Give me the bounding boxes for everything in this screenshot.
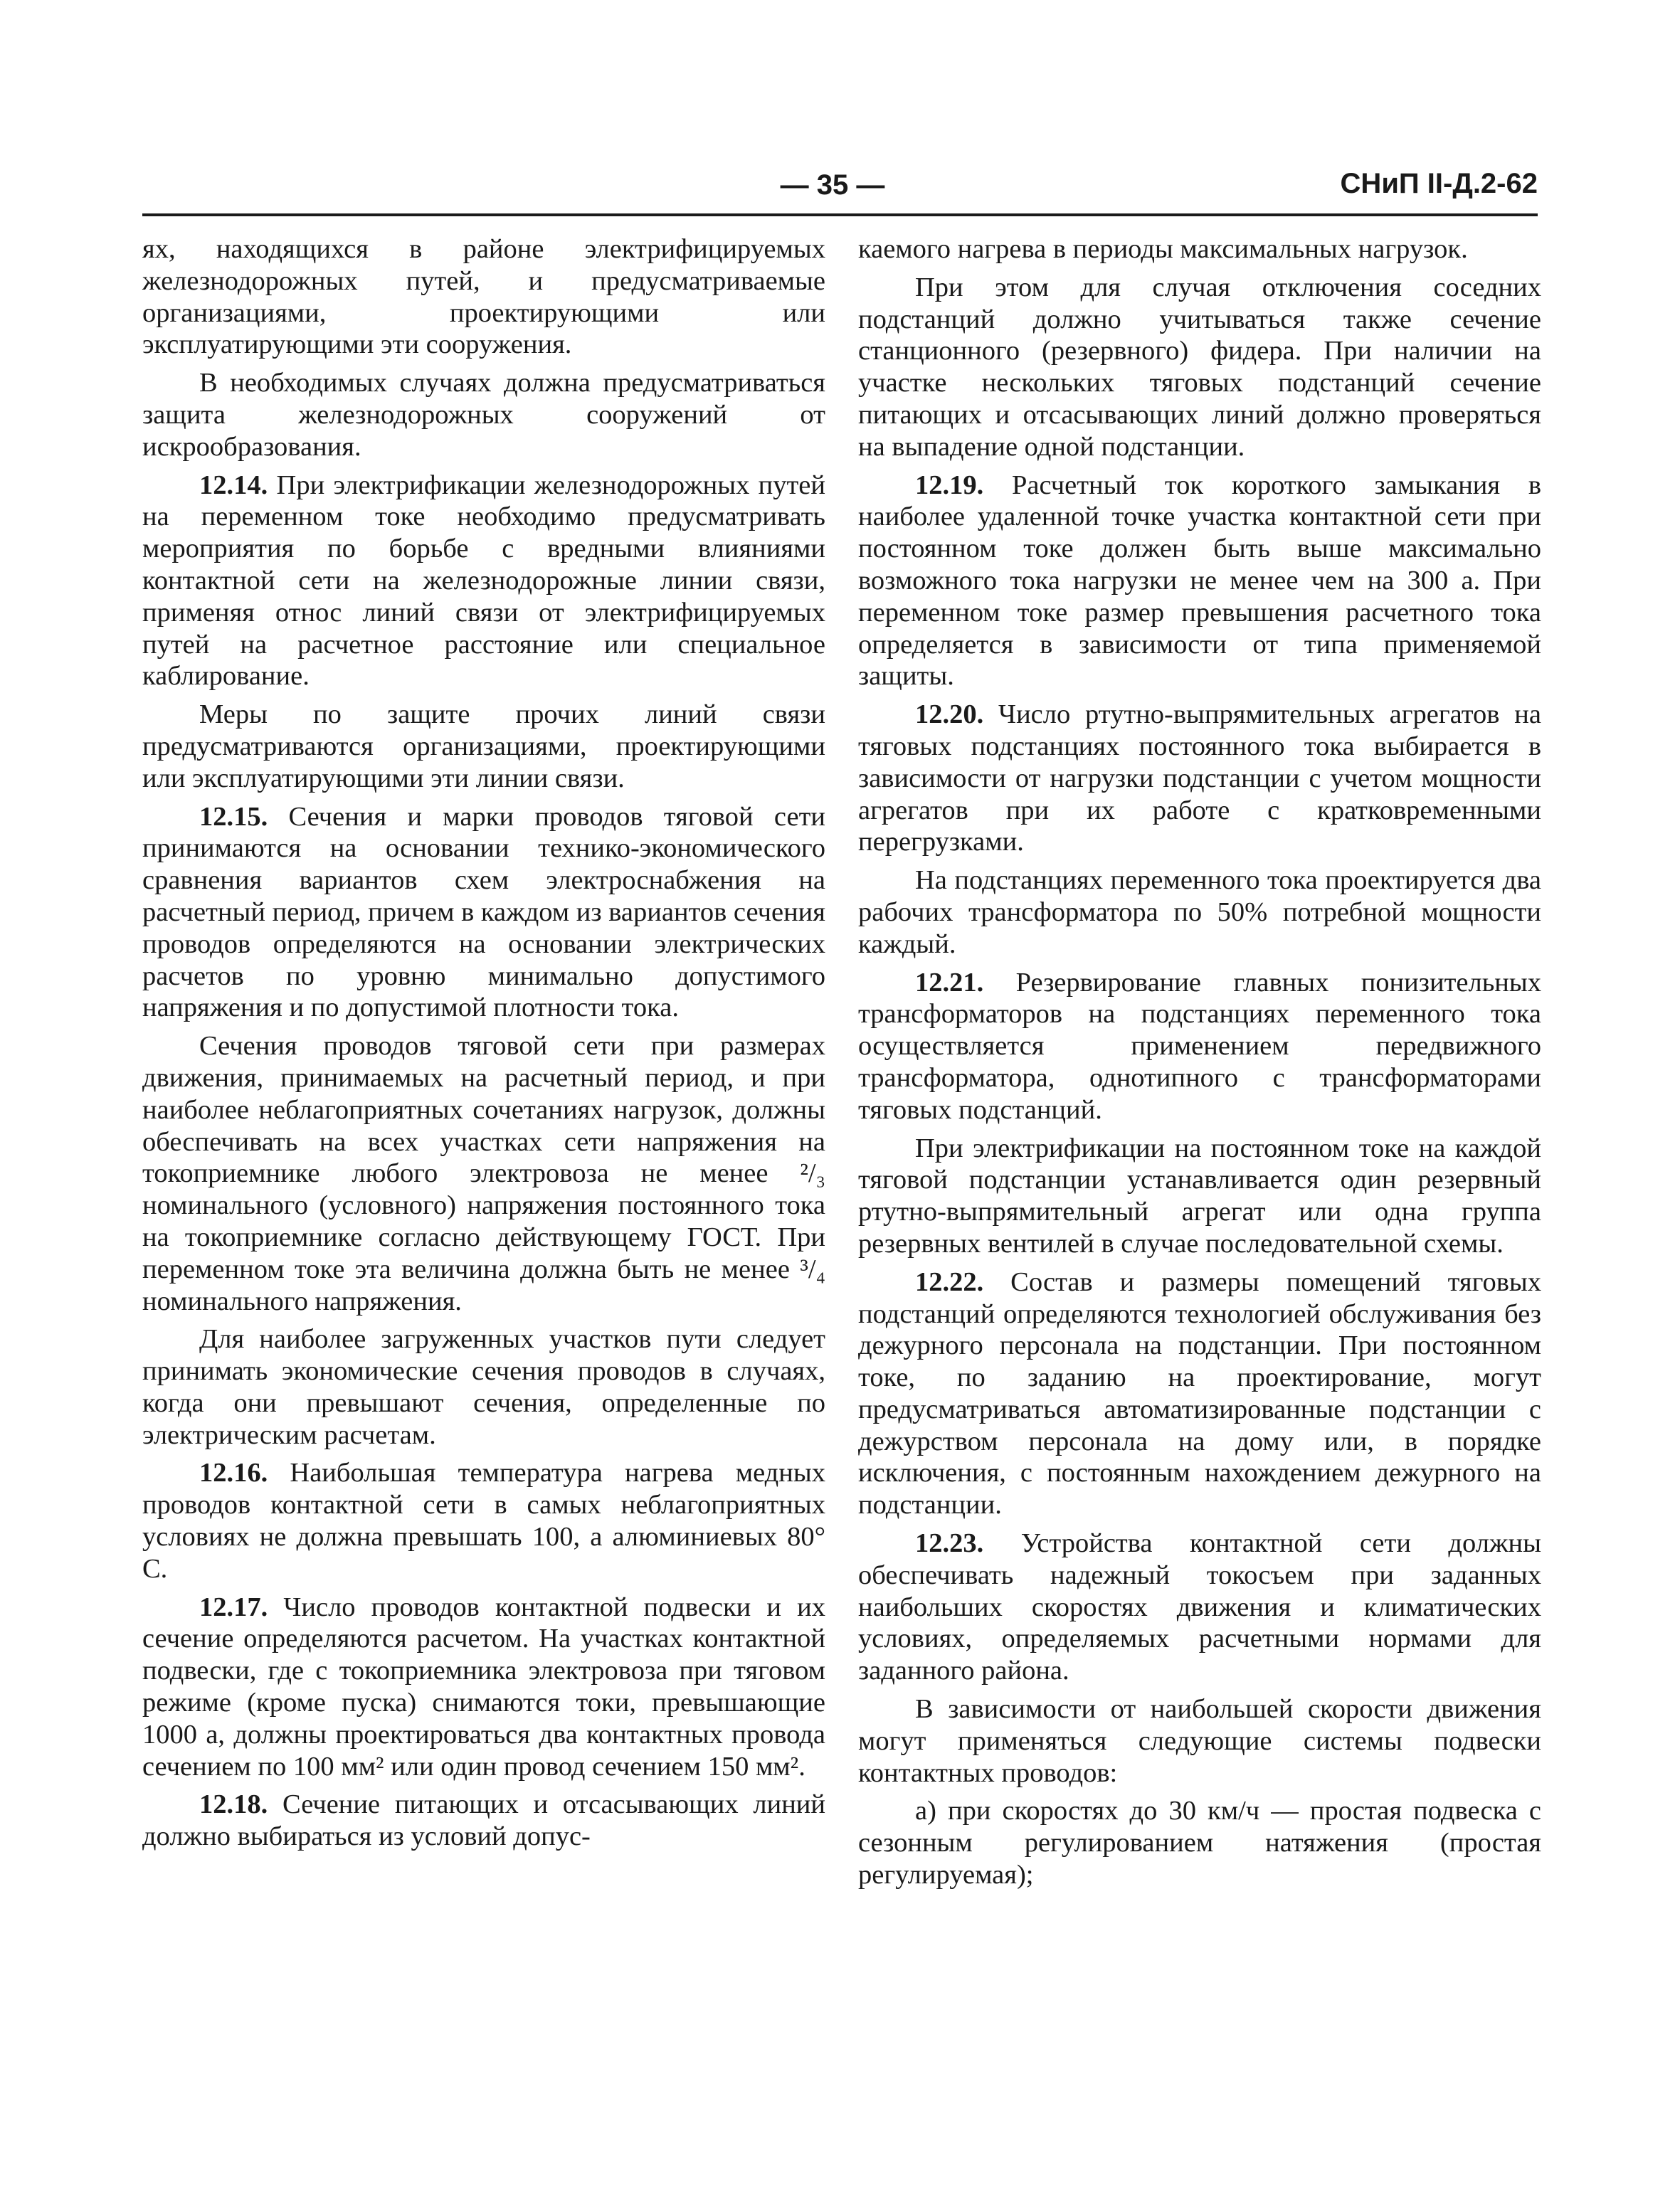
paragraph (142, 470, 825, 693)
paragraph-text: Сечение питающих и отсасывающих линий должно выбираться из условий допус- (142, 1789, 825, 1852)
paragraph (858, 1528, 1541, 1687)
paragraph (858, 699, 1541, 858)
paragraph (142, 1789, 825, 1853)
paragraph-text: Состав и размеры помещений тяговых подстанций определяются технологией обслуживания без дежурного персонала на подстанции. При постоянном токе, по заданию на проектирование, могут предусматриваться автоматизированные подстанции с дежурством персонала на дому или, в порядке исключения, с постоянным нахождением дежурного на подстанции. (858, 1266, 1541, 1520)
document-code: СНиП II-Д.2-62 (1340, 168, 1538, 199)
paragraph (858, 470, 1541, 693)
paragraph-text: Наибольшая температура нагрева медных проводов контактной сети в самых неблагоприятных условиях не должна превышать 100, а алюминиевых 80° С. (142, 1458, 825, 1584)
paragraph (858, 233, 1541, 265)
paragraph (858, 967, 1541, 1126)
section-number: 12.15. (199, 801, 268, 832)
right-column (858, 233, 1541, 1898)
paragraph (142, 1323, 825, 1451)
paragraph (142, 1457, 825, 1584)
paragraph (858, 1133, 1541, 1260)
section-number: 12.19. (915, 470, 984, 500)
paragraph-text: Расчетный ток короткого замыкания в наиболее удаленной точке участка контактной сети при постоянном токе должен быть выше максимально возможного тока нагрузки не менее чем на 300 а. При переменном токе размер превышения расчетного тока определяется в зависимости от типа применяемой защиты. (858, 470, 1541, 692)
paragraph (858, 272, 1541, 463)
section-number: 12.14. (199, 470, 268, 500)
paragraph-text: Меры по защите прочих линий связи предусматриваются организациями, проектирующими или эксплуатирующими эти линии связи. (142, 699, 825, 793)
paragraph (142, 367, 825, 462)
list-item (858, 1795, 1541, 1890)
paragraph-text: В зависимости от наибольшей скорости движения могут применяться следующие системы подвески контактных проводов: (858, 1694, 1541, 1788)
section-number: 12.17. (199, 1592, 268, 1622)
left-column (142, 233, 825, 1859)
section-number: 12.16. (199, 1458, 268, 1488)
paragraph-text: каемого нагрева в периоды максимальных нагрузок. (858, 234, 1468, 264)
paragraph-text: ях, находящихся в районе электрифицируемых железнодорожных путей, и предусматриваемые организациями, проектирующими или эксплуатирующими эти сооружения. (142, 234, 825, 360)
header-rule (142, 213, 1538, 216)
paragraph-text: Сечения проводов тяговой сети при размерах движения, принимаемых на расчетный период, и при наиболее неблагоприятных сочетаниях нагрузок, должны обеспечивать на всех участках сети напряжения на токоприемнике любого электровоза не менее ²/₃ номинального (условного) напряжения постоянного тока на токоприемнике согласно действующему ГОСТ. При переменном токе эта величина должна быть не менее ³/₄ номинального напряжения. (142, 1031, 825, 1316)
paragraph-text: При этом для случая отключения соседних подстанций должно учитываться также сечение станционного (резервного) фидера. При наличии на участке нескольких тяговых подстанций сечение питающих и отсасывающих линий должно проверяться на выпадение одной подстанции. (858, 272, 1541, 462)
section-number: 12.22. (915, 1266, 984, 1297)
paragraph-text: Сечения и марки проводов тяговой сети принимаются на основании технико-экономического сравнения вариантов схем электроснабжения на расчетный период, причем в каждом из вариантов сечения проводов определяются на основании электрических расчетов по уровню минимально допустимого напряжения и по допустимой плотности тока. (142, 801, 825, 1023)
paragraph-text: Число ртутно-выпрямительных агрегатов на тяговых подстанциях постоянного тока выбирается в зависимости от нагрузки подстанции с учетом мощности агрегатов при их работе с кратковременными перегрузками. (858, 699, 1541, 857)
section-number: 12.23. (915, 1528, 984, 1559)
paragraph (142, 233, 825, 361)
paragraph-text: При электрификации на постоянном токе на каждой тяговой подстанции устанавливается один резервный ртутно-выпрямительный агрегат или одна группа резервных вентилей в случае последовательной схемы. (858, 1133, 1541, 1259)
paragraph-text: На подстанциях переменного тока проектируется два рабочих трансформатора по 50% потребной мощности каждый. (858, 865, 1541, 959)
paragraph-text: При электрификации железнодорожных путей на переменном токе необходимо предусматривать мероприятия по борьбе с вредными влияниями контактной сети на железнодорожные линии связи, применяя относ линий связи от электрифицируемых путей на расчетное расстояние или специальное каблирование. (142, 470, 825, 692)
section-number: 12.21. (915, 967, 984, 998)
paragraph-text: а) при скоростях до 30 км/ч — простая подвеска с сезонным регулированием натяжения (простая регулируемая); (858, 1796, 1541, 1890)
section-number: 12.18. (199, 1789, 268, 1820)
section-number: 12.20. (915, 699, 984, 730)
paragraph-text: Резервирование главных понизительных трансформаторов на подстанциях переменного тока осуществляется применением передвижного трансформатора, однотипного с трансформаторами тяговых подстанций. (858, 967, 1541, 1125)
paragraph (858, 1693, 1541, 1789)
paragraph-text: Устройства контактной сети должны обеспечивать надежный токосъем при заданных наибольших скоростях движения и климатических условиях, определяемых расчетными нормами для заданного района. (858, 1528, 1541, 1686)
paragraph-text: Для наиболее загруженных участков пути следует принимать экономические сечения проводов в случаях, когда они превышают сечения, определенные по электрическим расчетам. (142, 1324, 825, 1450)
paragraph (142, 801, 825, 1025)
page-number: — 35 — (780, 169, 885, 201)
paragraph (142, 699, 825, 794)
paragraph-text: Число проводов контактной подвески и их сечение определяются расчетом. На участках контактной подвески, где с токоприемника электровоза при тяговом режиме (кроме пуска) снимаются токи, превышающие 1000 а, должны проектироваться два контактных провода сечением по 100 мм² или один провод сечением 150 мм². (142, 1592, 825, 1782)
paragraph-text: В необходимых случаях должна предусматриваться защита железнодорожных сооружений от искрообразования. (142, 368, 825, 462)
paragraph (142, 1030, 825, 1317)
page-header (0, 0, 1680, 221)
paragraph (858, 1266, 1541, 1521)
paragraph (142, 1592, 825, 1783)
paragraph (858, 864, 1541, 960)
